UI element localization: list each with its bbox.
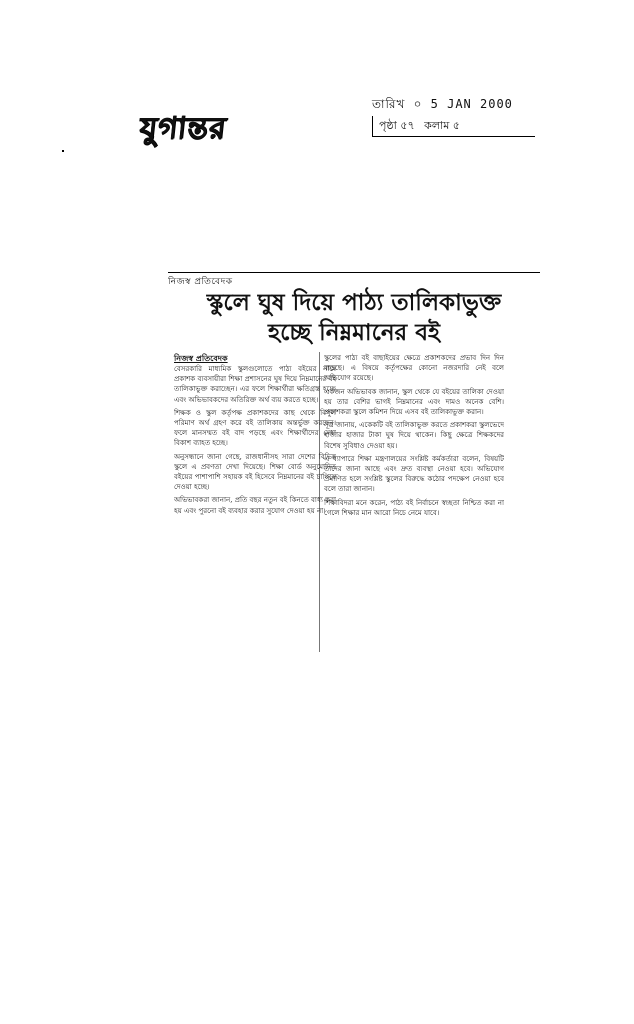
article-left-column <box>174 364 336 654</box>
article-right-column <box>324 353 504 653</box>
stamp-box <box>372 116 535 137</box>
article-kicker: নিজস্ব প্রতিবেদক <box>168 272 540 286</box>
article-clipping <box>168 272 546 656</box>
article-byline: নিজস্ব প্রতিবেদক <box>174 353 228 363</box>
scan-speck <box>62 150 64 152</box>
article-paragraph: এ ব্যাপারে শিক্ষা মন্ত্রণালয়ের সংশ্লিষ্ট কর্মকর্তারা বলেন, বিষয়টি তাদের জানা আছে এবং দ্রুত ব্যবস্থা নেওয়া হবে। অভিযোগ প্রমাণিত হলে সংশ্লিষ্ট স্কুলের বিরুদ্ধে কঠোর পদক্ষেপ নেওয়া হবে বলে তারা জানান। <box>324 454 504 494</box>
stamp-date-line: তারিখ ০ 5 JAN 2000 <box>372 97 513 111</box>
article-paragraph: একজন অভিভাবক জানান, স্কুল থেকে যে বইয়ের তালিকা দেওয়া হয় তার বেশির ভাগই নিম্নমানের এবং দামও অনেক বেশি। প্রকাশকরা স্কুলে কমিশন দিয়ে এসব বই তালিকাভুক্ত করান। <box>324 387 504 417</box>
headline-line-1: স্কুলে ঘুষ দিয়ে পাঠ্য তালিকাভুক্ত <box>206 290 502 316</box>
article-paragraph: অনুসন্ধানে জানা গেছে, রাজধানীসহ সারা দেশের বিভিন্ন স্কুলে এ প্রবণতা দেখা দিয়েছে। শিক্ষা বোর্ড অনুমোদিত বইয়ের পাশাপাশি সহায়ক বই হিসেবে নিম্নমানের বই চাপিয়ে দেওয়া হচ্ছে। <box>174 452 336 492</box>
headline-line-2: হচ্ছে নিম্নমানের বই <box>268 320 440 346</box>
article-paragraph: অভিভাবকরা জানান, প্রতি বছর নতুন বই কিনতে বাধ্য করা হয় এবং পুরনো বই ব্যবহার করার সুযোগ দেওয়া হয় না। <box>174 496 336 515</box>
stamp-page-label: পৃষ্ঠা ৫৭ <box>379 119 415 132</box>
article-paragraph: শিক্ষাবিদরা মনে করেন, পাঠ্য বই নির্বাচনে স্বচ্ছতা নিশ্চিত করা না গেলে শিক্ষার মান আরো নিচে নেমে যাবে। <box>324 498 504 517</box>
article-paragraph: শিক্ষক ও স্কুল কর্তৃপক্ষ প্রকাশকদের কাছ থেকে বিপুল পরিমাণ অর্থ গ্রহণ করে বই তালিকায় অন্তর্ভুক্ত করছেন। ফলে মানসম্মত বই বাদ পড়ছে এবং শিক্ষার্থীদের মেধা বিকাশ ব্যাহত হচ্ছে। <box>174 408 336 448</box>
article-paragraph: বেসরকারি মাধ্যমিক স্কুলগুলোতে পাঠ্য বইয়ের নামে প্রকাশক ব্যবসায়ীরা শিক্ষা প্রশাসনের ঘুষ দিয়ে নিম্নমানের বই তালিকাভুক্ত করাচ্ছেন। এর ফলে শিক্ষার্থীরা ক্ষতিগ্রস্ত হচ্ছে এবং অভিভাবকদের অতিরিক্ত অর্থ ব্যয় করতে হচ্ছে। <box>174 365 336 404</box>
stamp-column-label: কলাম ৫ <box>424 119 460 132</box>
article-paragraph: সূত্র জানায়, একেকটি বই তালিকাভুক্ত করতে প্রকাশকরা স্কুলভেদে হাজার হাজার টাকা ঘুষ দিয়ে থাকেন। কিছু ক্ষেত্রে শিক্ষকদের বিশেষ সুবিধাও দেওয়া হয়। <box>324 421 504 450</box>
article-headline <box>168 288 540 348</box>
newspaper-masthead: যুগান্তর <box>137 111 229 146</box>
article-paragraph: স্কুলের পাঠ্য বই বাছাইয়ের ক্ষেত্রে প্রকাশকদের প্রভাব দিন দিন বাড়ছে। এ বিষয়ে কর্তৃপক্ষের কোনো নজরদারি নেই বলে অভিযোগ রয়েছে। <box>324 354 504 383</box>
